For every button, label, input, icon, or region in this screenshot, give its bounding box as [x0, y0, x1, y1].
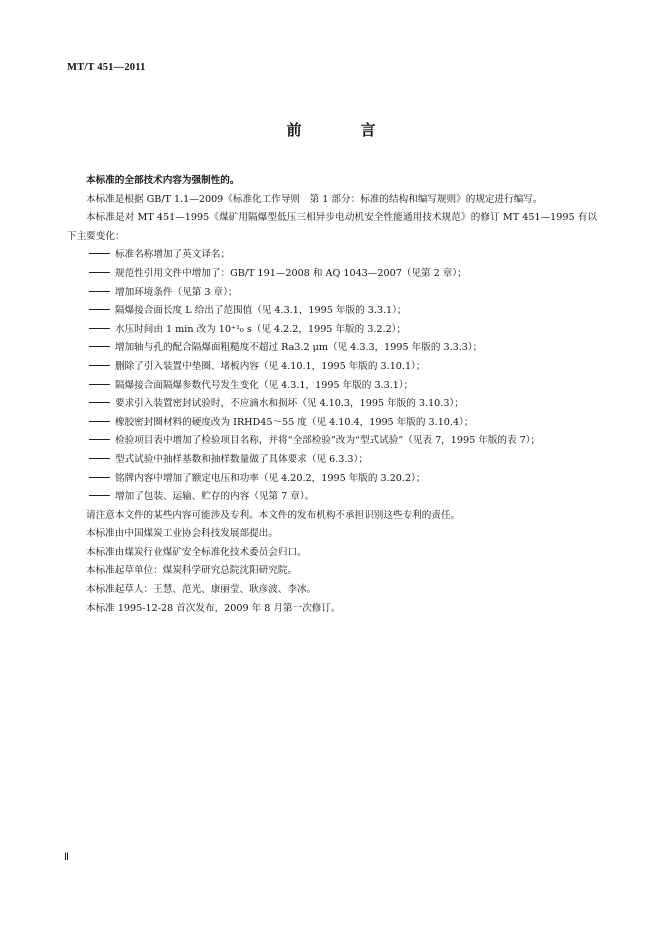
list-item	[67, 377, 597, 396]
changes-list	[67, 246, 597, 506]
dash-marker	[89, 302, 110, 321]
document-code: MT/T 451—2011	[67, 62, 146, 73]
list-item	[67, 246, 597, 265]
dash-marker	[89, 339, 110, 358]
list-item	[67, 302, 597, 321]
list-item-text: 规范性引用文件中增加了：GB/T 191—2008 和 AQ 1043—2007（见第 2 章）；	[115, 267, 467, 279]
list-item-text: 隔爆接合面长度 L 给出了范围值（见 4.3.1，1995 年版的 3.3.1）；	[115, 305, 407, 317]
dash-marker	[89, 321, 110, 340]
dash-marker	[89, 265, 110, 284]
dash-marker	[89, 432, 110, 451]
list-item	[67, 265, 597, 284]
dash-marker	[89, 395, 110, 414]
dash-marker	[89, 377, 110, 396]
dash-marker	[89, 488, 110, 507]
drafting-basis-paragraph: 本标准是根据 GB/T 1.1—2009《标准化工作导则 第 1 部分：标准的结构和编写规则》的规定进行编写。	[86, 193, 543, 205]
patent-notice: 请注意本文件的某些内容可能涉及专利。本文件的发布机构不承担识别这些专利的责任。	[86, 509, 461, 521]
list-item	[67, 284, 597, 303]
list-item-text: 要求引入装置密封试验时，不应滴水和损坏（见 4.10.3，1995 年版的 3.10.3）；	[115, 398, 464, 410]
committee-statement: 本标准由煤炭行业煤矿安全标准化技术委员会归口。	[86, 546, 307, 558]
mandatory-statement: 本标准的全部技术内容为强制性的。	[86, 175, 240, 186]
list-item	[67, 395, 597, 414]
publication-history: 本标准 1995-12-28 首次发布，2009 年 8 月第一次修订。	[86, 602, 341, 614]
list-item-text: 水压时间由 1 min 改为 10⁺¹₀ s（见 4.2.2，1995 年版的 3.2.2）；	[115, 323, 407, 335]
dash-marker	[89, 358, 110, 377]
list-item	[67, 451, 597, 470]
dash-marker	[89, 414, 110, 433]
foreword-body	[67, 172, 597, 618]
dash-marker	[89, 470, 110, 489]
proposer-statement: 本标准由中国煤炭工业协会科技发展部提出。	[86, 528, 278, 540]
drafters-statement: 本标准起草人：王慧、范光、康丽莹、耿彦波、李冰。	[86, 584, 317, 596]
page-number: Ⅱ	[64, 852, 69, 863]
list-item-text: 标准名称增加了英文译名；	[115, 249, 231, 261]
list-item	[67, 358, 597, 377]
list-item-text: 增加环境条件（见第 3 章）；	[115, 286, 238, 298]
section-title: 前 言	[286, 121, 398, 139]
dash-marker	[89, 451, 110, 470]
drafting-unit-statement: 本标准起草单位：煤炭科学研究总院沈阳研究院。	[86, 565, 298, 577]
list-item-text: 增加了包装、运输、贮存的内容（见第 7 章）。	[115, 491, 315, 503]
list-item	[67, 321, 597, 340]
list-item	[67, 432, 597, 451]
list-item-text: 橡胶密封圈材料的硬度改为 IRHD45～55 度（见 4.10.4，1995 年版的 3.10.4）；	[115, 416, 474, 428]
list-item	[67, 339, 597, 358]
list-item	[67, 488, 597, 507]
list-item-text: 增加轴与孔的配合隔爆面粗糙度不超过 Ra3.2 μm（见 4.3.3，1995 年版的 3.3.3）；	[115, 342, 483, 354]
list-item	[67, 470, 597, 489]
list-item-text: 检验项目表中增加了检验项目名称，并将“全部检验”改为“型式试验”（见表 7，1995 年版的表 7）；	[115, 435, 541, 447]
dash-marker	[89, 284, 110, 303]
list-item-text: 隔爆接合面隔爆参数代号发生变化（见 4.3.1，1995 年版的 3.3.1）；	[115, 379, 414, 391]
list-item-text: 删除了引入装置中垫圈、堵板内容（见 4.10.1，1995 年版的 3.10.1）；	[115, 360, 426, 372]
list-item-text: 型式试验中抽样基数和抽样数量做了具体要求（见 6.3.3）；	[115, 453, 368, 465]
list-item-text: 铭牌内容中增加了额定电压和功率（见 4.20.2，1995 年版的 3.20.2）；	[115, 472, 426, 484]
dash-marker	[89, 246, 110, 265]
list-item	[67, 414, 597, 433]
revision-paragraph: 本标准是对 MT 451—1995《煤矿用隔爆型低压三相异步电动机安全性能通用技术规范》的修订 MT 451—1995 有以下主要变化：	[67, 212, 597, 242]
